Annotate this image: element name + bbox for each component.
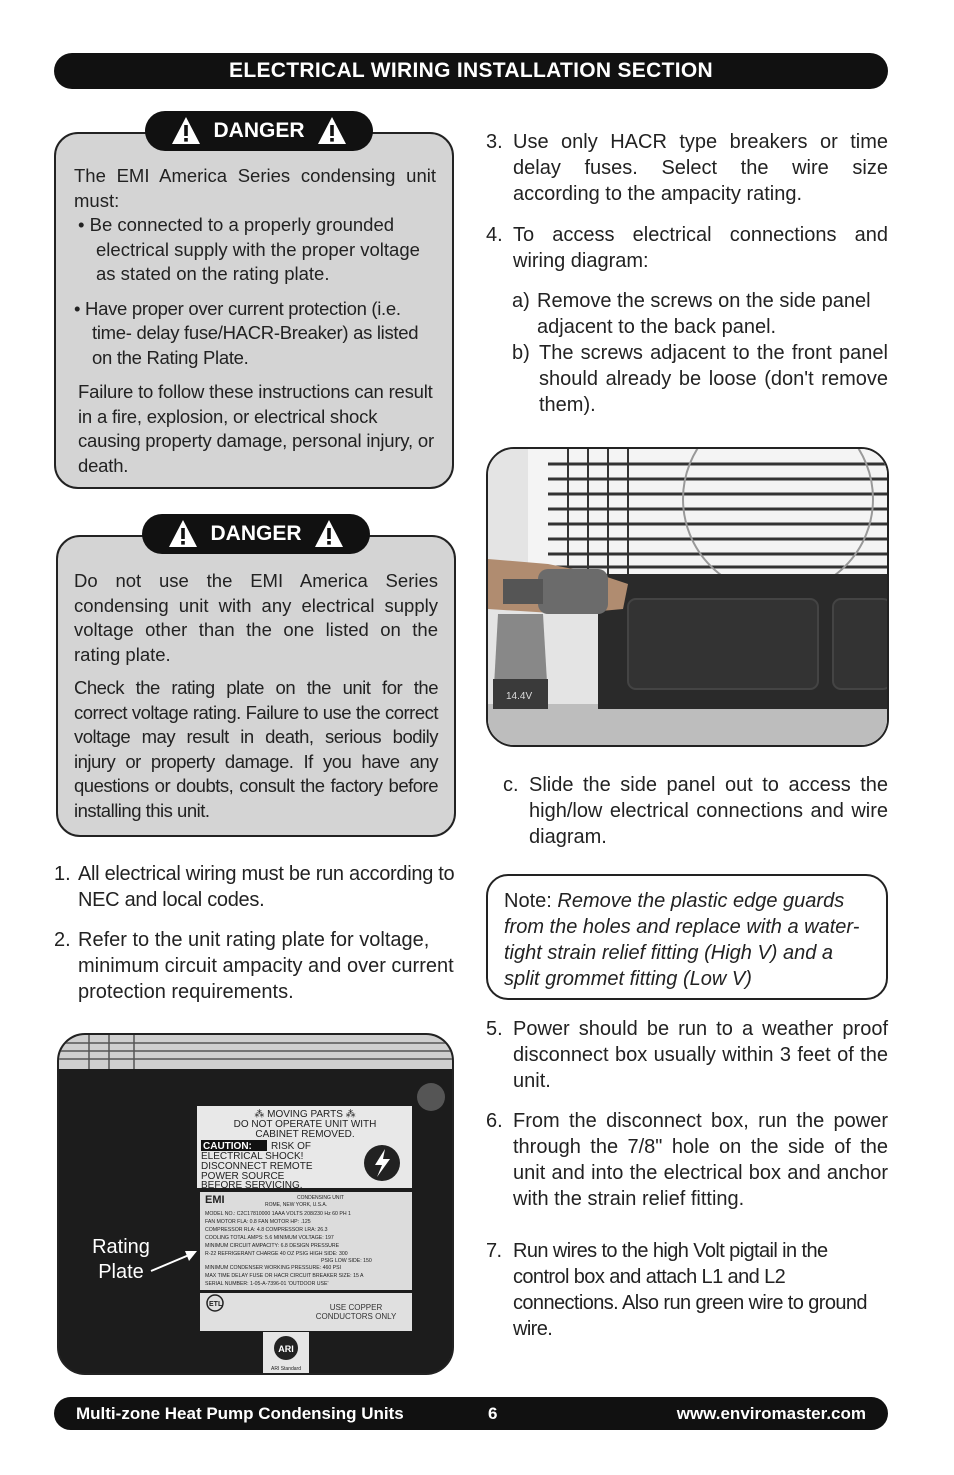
step-number: 6.: [486, 1110, 503, 1132]
step-3: [486, 129, 888, 207]
danger-text-2: DANGER: [210, 522, 302, 545]
plate-low-side: PSIG LOW SIDE: 150: [321, 1258, 372, 1264]
plate-cabinet-removed: CABINET REMOVED.: [255, 1129, 355, 1140]
plate-do-not-operate: DO NOT OPERATE UNIT WITH: [233, 1119, 377, 1130]
plate-caution: CAUTION:: [203, 1141, 252, 1152]
danger-label-1: [145, 111, 373, 151]
step-4a: [512, 288, 888, 340]
step-text: Use only HACR type breakers or time delay fuses. Select the wire size according to the ampacity rating.: [513, 131, 888, 205]
plate-model: MODEL NO.: C2C17810000 1AAA VOLTS 208/230 Hz 60 PH 1: [205, 1211, 351, 1217]
footer-title: Multi-zone Heat Pump Condensing Units: [76, 1404, 404, 1423]
step-1: [54, 861, 458, 913]
warning-triangle-icon: [168, 519, 198, 549]
step-number: 1.: [54, 863, 71, 885]
warning-triangle-icon: [317, 116, 347, 146]
note-text: Remove the plastic edge guards from the holes and replace with a water-tight strain relief fitting (High V) and a split grommet fitting (Low V): [504, 890, 860, 990]
danger2-paragraph-2: Check the rating plate on the unit for the correct voltage rating. Failure to use the correct voltage may result in death, serious bodily injury or property damage. If you have any questions or doubts, consult the factory before installing this unit.: [74, 677, 438, 821]
danger-box-2: [56, 535, 456, 837]
step-4b: [512, 340, 888, 418]
plate-risk-of: RISK OF: [271, 1141, 312, 1152]
plate-before-servicing: BEFORE SERVICING.: [201, 1180, 303, 1191]
step-letter: a): [512, 290, 530, 312]
warning-triangle-icon: [314, 519, 344, 549]
plate-moving-parts: ⁂ MOVING PARTS ⁂: [254, 1109, 356, 1120]
note-box: [486, 874, 888, 1000]
drill-photo-illustration: [488, 449, 889, 747]
step-number: 4.: [486, 224, 503, 246]
rating-plate-photo: [57, 1033, 454, 1375]
note-label: Note:: [504, 890, 552, 912]
plate-serial: SERIAL NUMBER: 1-05-A-7396-01 'OUTDOOR USE': [205, 1281, 329, 1287]
step-number: 5.: [486, 1018, 503, 1040]
danger-text-1: DANGER: [213, 119, 305, 142]
danger1-bullet-2: • Have proper over current protection (i.e. time- delay fuse/HACR-Breaker) as listed on the Rating Plate.: [74, 297, 419, 368]
step-letter: c.: [503, 774, 519, 796]
step-text: To access electrical connections and wiring diagram:: [513, 224, 888, 272]
plate-refrigerant: R-22 REFRIGERANT CHARGE 40 OZ PSIG HIGH SIDE: 300: [205, 1251, 348, 1257]
step-letter: b): [512, 342, 530, 364]
plate-working-pressure: MINIMUM CONDENSER WORKING PRESSURE: 460 PSI: [205, 1265, 342, 1271]
plate-use-copper: USE COPPER: [329, 1303, 383, 1312]
step-text: Remove the screws on the side panel adjacent to the back panel.: [537, 290, 871, 338]
footer-url: www.enviromaster.com: [676, 1404, 866, 1423]
step-number: 7.: [486, 1240, 502, 1262]
step-text: Refer to the unit rating plate for voltage, minimum circuit ampacity and over current protection requirements.: [78, 929, 454, 1003]
plate-fan: FAN MOTOR FLA: 0.8 FAN MOTOR HP: .125: [205, 1219, 311, 1225]
plate-ari-standard: ARI Standard: [270, 1366, 302, 1372]
step-7: [486, 1238, 888, 1342]
plate-compressor: COMPRESSOR RLA: 4.8 COMPRESSOR LRA: 26.3: [205, 1227, 328, 1233]
danger1-warning: Failure to follow these instructions can result in a fire, explosion, or electrical shock causing property damage, personal injury, or death.: [78, 381, 434, 476]
plate-power-source: POWER SOURCE: [201, 1171, 285, 1182]
page-footer: [54, 1397, 888, 1430]
drill-voltage-label: 14.4V: [506, 691, 533, 702]
step-6: [486, 1108, 888, 1212]
drill-photo: [486, 447, 889, 747]
danger1-bullet-1: • Be connected to a properly grounded electrical supply with the proper voltage as stated on the rating plate.: [78, 214, 420, 284]
step-4c: [503, 772, 888, 850]
step-text: Power should be run to a weather proof disconnect box usually within 3 feet of the unit.: [513, 1018, 888, 1092]
danger1-intro: The EMI America Series condensing unit must:: [74, 165, 436, 211]
section-header: ELECTRICAL WIRING INSTALLATION SECTION: [54, 53, 888, 89]
step-text: From the disconnect box, run the power through the 7/8" hole on the side of the unit and into the electrical box and anchor with the strain relief fitting.: [513, 1110, 888, 1210]
plate-etl: ETL: [209, 1301, 223, 1308]
plate-cooling: COOLING TOTAL AMPS: 5.6 MINIMUM VOLTAGE: 197: [205, 1235, 334, 1241]
danger2-paragraph-1: Do not use the EMI America Series condensing unit with any electrical supply voltage other than the one listed on the rating plate.: [74, 570, 438, 665]
warning-triangle-icon: [171, 116, 201, 146]
plate-city: ROME, NEW YORK, U.S.A.: [265, 1202, 328, 1208]
rating-plate-illustration: [59, 1035, 454, 1375]
plate-min-ampacity: MINIMUM CIRCUIT AMPACITY: 6.8 DESIGN PRESSURE: [205, 1243, 340, 1249]
step-number: 2.: [54, 929, 71, 951]
plate-max-fuse: MAX TIME DELAY FUSE OR HACR CIRCUIT BREAKER SIZE: 15 A: [205, 1273, 364, 1279]
plate-brand: EMI: [205, 1194, 225, 1206]
page-number: 6: [488, 1404, 498, 1423]
plate-electrical-shock: ELECTRICAL SHOCK!: [201, 1151, 304, 1162]
plate-condensing-unit: CONDENSING UNIT: [297, 1195, 344, 1201]
plate-ari: ARI: [278, 1344, 294, 1354]
step-text: All electrical wiring must be run according to NEC and local codes.: [78, 863, 455, 911]
step-text: Slide the side panel out to access the high/low electrical connections and wire diagram.: [529, 774, 888, 848]
plate-conductors-only: CONDUCTORS ONLY: [315, 1312, 397, 1321]
danger-label-2: [142, 514, 370, 554]
plate-disconnect-remote: DISCONNECT REMOTE: [201, 1161, 313, 1172]
step-2: [54, 927, 458, 1005]
step-text: The screws adjacent to the front panel should already be loose (don't remove them).: [539, 342, 888, 416]
rating-callout-line1: Rating: [92, 1236, 150, 1258]
step-5: [486, 1016, 888, 1094]
step-number: 3.: [486, 131, 503, 153]
rating-callout-line2: Plate: [98, 1261, 144, 1283]
danger-box-1: [54, 132, 454, 489]
step-4: [486, 222, 888, 274]
step-text: Run wires to the high Volt pigtail in the control box and attach L1 and L2 connections. Also run green wire to ground wire.: [513, 1240, 867, 1340]
